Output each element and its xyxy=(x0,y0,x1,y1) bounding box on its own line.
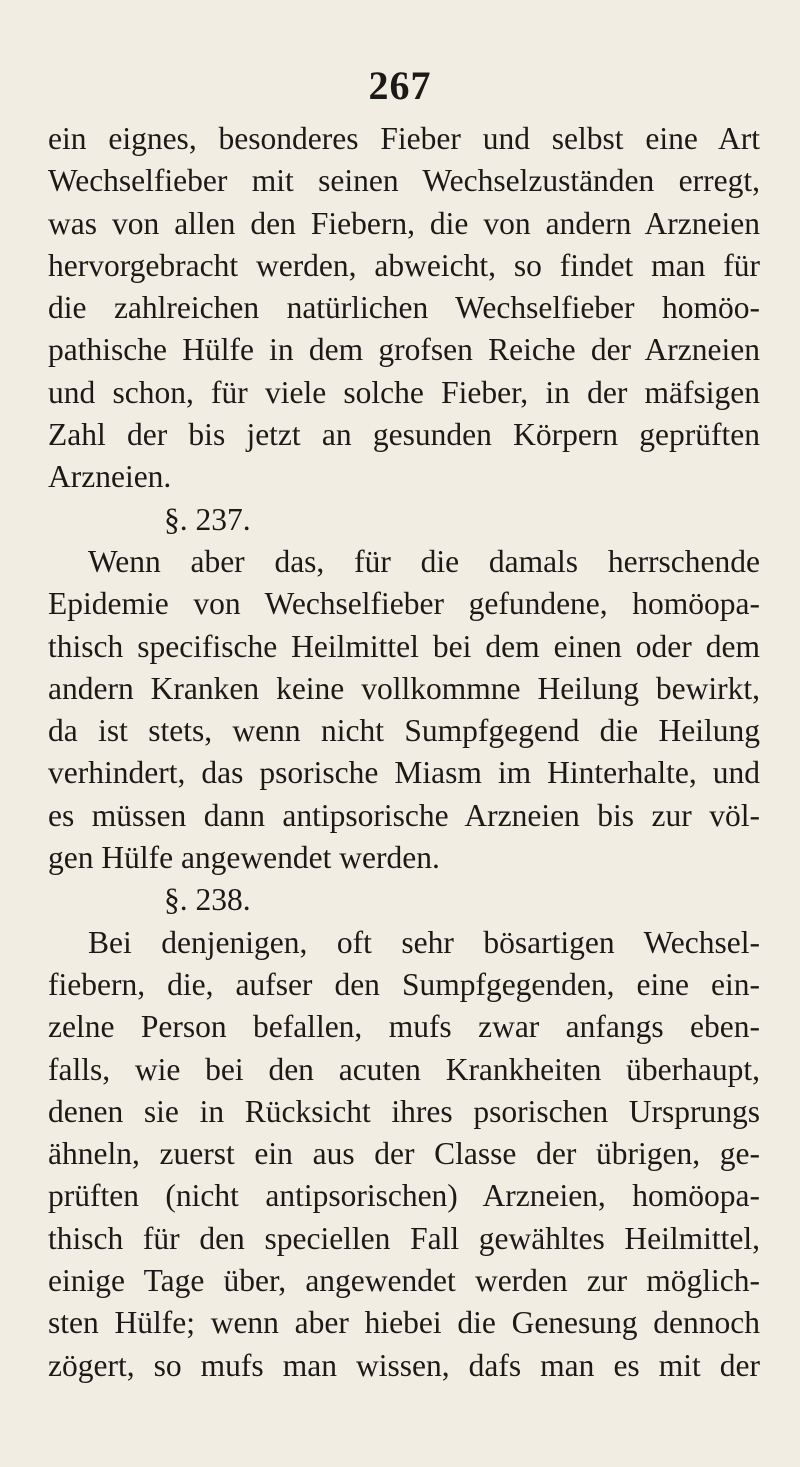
section-heading: §. 237. xyxy=(164,501,251,537)
text-line: zögert, so mufs man wissen, dafs man es mit der xyxy=(48,1347,760,1383)
body-text xyxy=(48,118,760,1387)
text-line: Zahl der bis jetzt an gesunden Körpern geprüften xyxy=(48,417,760,453)
text-line: Wechselfieber mit seinen Wechselzuständen erregt, xyxy=(48,163,760,199)
text-line: Wenn aber das, für die damals herrschende xyxy=(88,543,760,579)
text-line: denen sie in Rücksicht ihres psorischen Ursprungs xyxy=(48,1093,760,1129)
text-line: Epidemie von Wechselfieber gefundene, homöopa- xyxy=(48,586,760,622)
text-line: falls, wie bei den acuten Krankheiten überhaupt, xyxy=(48,1051,760,1087)
text-line: prüften (nicht antipsorischen) Arzneien, homöopa- xyxy=(48,1178,760,1214)
text-line: gen Hülfe angewendet werden. xyxy=(48,840,440,876)
text-line: ein eignes, besonderes Fieber und selbst eine Art xyxy=(48,121,760,156)
text-line: hervorgebracht werden, abweicht, so findet man für xyxy=(48,247,760,283)
text-line: sten Hülfe; wenn aber hiebei die Genesung dennoch xyxy=(48,1305,760,1341)
text-line: fiebern, die, aufser den Sumpfgegenden, eine ein- xyxy=(48,966,760,1002)
text-line: was von allen den Fiebern, die von andern Arzneien xyxy=(48,205,760,241)
text-line: da ist stets, wenn nicht Sumpfgegend die Heilung xyxy=(48,713,760,749)
text-line: es müssen dann antipsorische Arzneien bis zur völ- xyxy=(48,797,760,833)
text-line: Arzneien. xyxy=(48,459,172,495)
text-line: und schon, für viele solche Fieber, in der mäfsigen xyxy=(48,374,760,410)
text-line: thisch specifische Heilmittel bei dem einen oder dem xyxy=(48,628,760,664)
text-line: pathische Hülfe in dem grofsen Reiche der Arzneien xyxy=(48,332,760,368)
text-line: die zahlreichen natürlichen Wechselfieber homöo- xyxy=(48,290,760,326)
text-line: ähneln, zuerst ein aus der Classe der übrigen, ge- xyxy=(48,1136,760,1172)
text-line: andern Kranken keine vollkommne Heilung bewirkt, xyxy=(48,670,760,706)
text-line: zelne Person befallen, mufs zwar anfangs eben- xyxy=(48,1009,760,1045)
text-line: Bei denjenigen, oft sehr bösartigen Wechsel- xyxy=(88,924,760,960)
text-line: einige Tage über, angewendet werden zur möglich- xyxy=(48,1263,760,1299)
section-heading: §. 238. xyxy=(164,882,251,918)
page-number: 267 xyxy=(368,63,432,108)
text-line: verhindert, das psorische Miasm im Hinterhalte, und xyxy=(48,755,760,791)
text-line: thisch für den speciellen Fall gewähltes Heilmittel, xyxy=(48,1220,760,1256)
